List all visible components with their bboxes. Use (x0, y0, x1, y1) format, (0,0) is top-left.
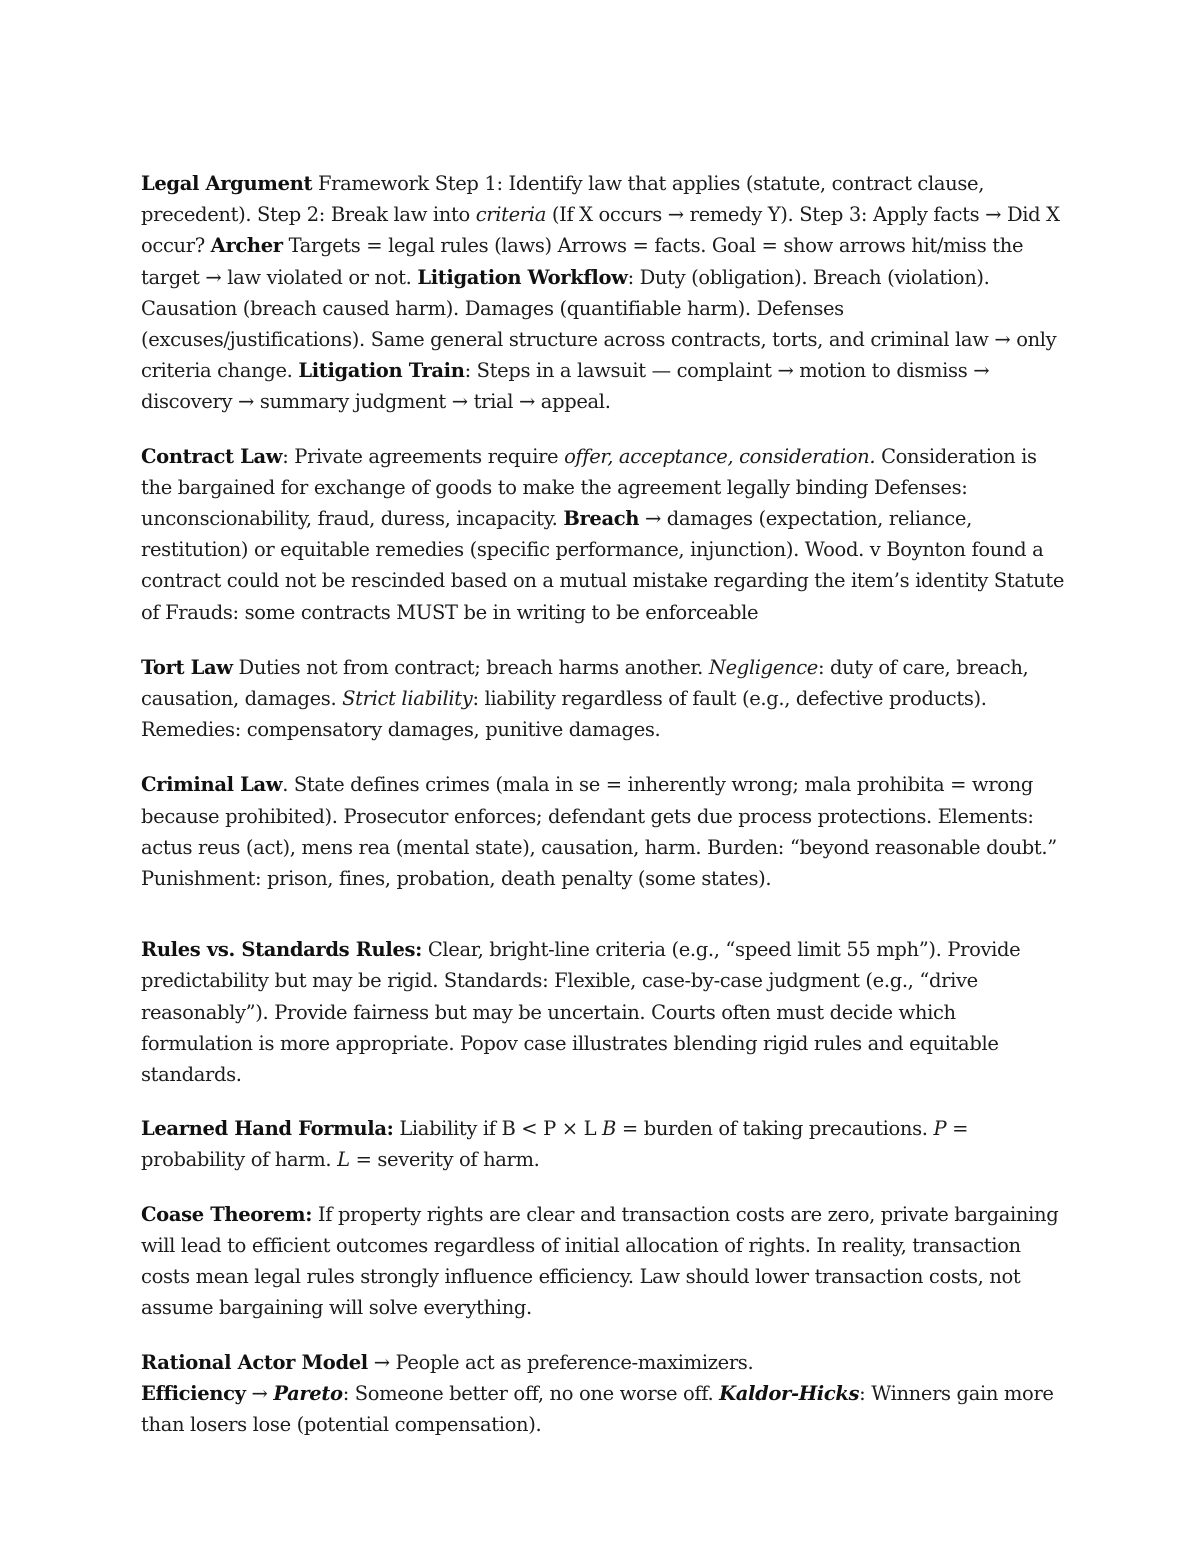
text: : liability regardless of fault (e.g., defective products). Remedies: compensatory damages, punitive damages. (141, 687, 987, 742)
text: = burden of taking precautions. (616, 1117, 934, 1141)
criminal-law-paragraph (141, 769, 1071, 894)
text: If property rights are clear and transaction costs are zero, private bargaining will lead to efficient outcomes regardless of initial allocation of rights. In reality, transaction costs mean legal rules strongly influence efficiency. Law should lower transaction costs, not assume bargaining will solve everything. (141, 1202, 1059, 1320)
text: = probability of harm. (141, 1117, 969, 1172)
rational-actor-paragraph (141, 1347, 1071, 1441)
text: Clear, bright-line criteria (e.g., “speed limit 55 mph”). Provide predictability but may be rigid. Standards: Flexible, case-by-case judgment (e.g., “drive reasonably”). Provide fairness but may be uncertain. Courts often must decide which formulation is more appropriate. Popov case illustrates blending rigid rules and equitable standards. (141, 938, 1021, 1087)
heading-efficiency: Efficiency (141, 1381, 246, 1405)
learned-hand-paragraph (141, 1113, 1071, 1175)
emphasis: criteria (475, 203, 546, 227)
heading-rules-vs-standards: Rules vs. Standards Rules: (141, 938, 422, 962)
heading-criminal-law: Criminal Law (141, 773, 283, 797)
heading-legal-argument: Legal Argument (141, 172, 313, 195)
text: : Private agreements require (282, 444, 565, 468)
heading-litigation-workflow: Litigation Workflow (417, 265, 628, 289)
heading-pareto: Pareto (273, 1381, 343, 1405)
text: (If X occurs → remedy Y). Step 3: Apply facts → Did X occur? (141, 203, 1060, 258)
text: Targets = legal rules (laws) Arrows = facts. Goal = show arrows hit/miss the target → law violated or not. (141, 234, 1024, 289)
text: Duties not from contract; breach harms another. (232, 655, 709, 679)
tort-law-paragraph (141, 652, 1071, 746)
document-page (141, 168, 1071, 1440)
heading-kaldor-hicks: Kaldor-Hicks (719, 1381, 860, 1405)
heading-rational-actor-model: Rational Actor Model (141, 1350, 368, 1374)
heading-litigation-train: Litigation Train (298, 359, 465, 383)
text: → damages (expectation, reliance, restitution) or equitable remedies (specific performance, injunction). Wood. v Boynton found a contract could not be rescinded based on a mutual mistake regarding the item’s identity Statute of Frauds: some contracts MUST be in writing to be enforceable (141, 507, 1065, 624)
emphasis: P (933, 1117, 947, 1141)
heading-archer: Archer (210, 234, 283, 258)
emphasis: Negligence (708, 655, 818, 679)
heading-contract-law: Contract Law (141, 444, 283, 468)
contract-law-paragraph (141, 441, 1071, 628)
text: → (245, 1381, 274, 1405)
text: : Duty (obligation). Breach (violation). Causation (breach caused harm). Damages (quantifiable harm). Defenses (excuses/justifications). Same general structure across contracts, torts, and criminal law → only criteria change. (141, 265, 1057, 383)
text: Liability if B < P × L (393, 1117, 603, 1141)
text: : Steps in a lawsuit — complaint → motion to dismiss → discovery → summary judgment → trial → appeal. (141, 359, 990, 414)
text: : Someone better off, no one worse off. (342, 1381, 720, 1405)
heading-learned-hand-formula: Learned Hand Formula: (141, 1117, 394, 1141)
emphasis: offer, acceptance, consideration. (564, 444, 876, 468)
text: = severity of harm. (349, 1148, 540, 1172)
text: . State defines crimes (mala in se = inherently wrong; mala prohibita = wrong because prohibited). Prosecutor enforces; defendant gets due process protections. Elements: actus reus (act), mens rea (mental state), causation, harm. Burden: “beyond reasonable doubt.” Punishment: prison, fines, probation, death penalty (some states). (141, 773, 1057, 891)
text: → People act as preference-maximizers. (367, 1350, 754, 1374)
emphasis: B (602, 1117, 617, 1141)
legal-argument-paragraph (141, 168, 1071, 418)
heading-coase-theorem: Coase Theorem: (141, 1202, 313, 1226)
text: : duty of care, breach, causation, damages. (141, 655, 1029, 711)
emphasis: Strict liability (342, 687, 473, 711)
heading-breach: Breach (563, 507, 640, 531)
text: Framework Step 1: Identify law that applies (statute, contract clause, precedent). Step 2: Break law into (141, 172, 985, 227)
rules-standards-paragraph (141, 934, 1071, 1090)
coase-theorem-paragraph (141, 1199, 1071, 1324)
emphasis: L (337, 1148, 350, 1172)
text: Consideration is the bargained for exchange of goods to make the agreement legally binding Defenses: unconscionability, fraud, duress, incapacity. (141, 444, 1037, 531)
text: : Winners gain more than losers lose (potential compensation). (141, 1381, 1054, 1436)
heading-tort-law: Tort Law (141, 655, 233, 679)
